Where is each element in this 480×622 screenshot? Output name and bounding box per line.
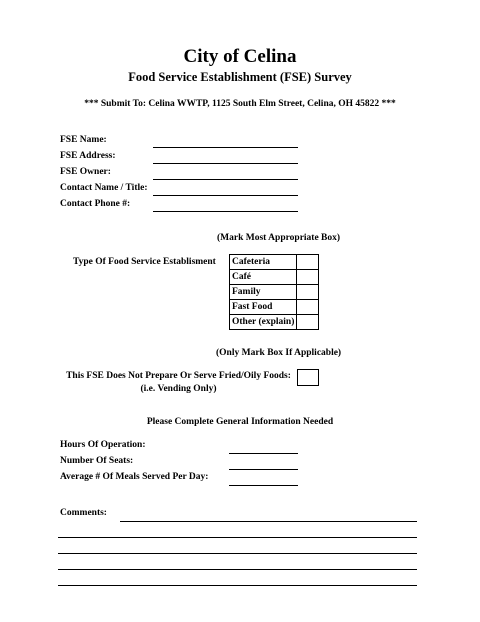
type-label: Type Of Food Service Establisment xyxy=(73,257,216,267)
type-option-checkbox[interactable] xyxy=(297,270,319,285)
hours-label: Hours Of Operation: xyxy=(60,440,146,450)
type-options-table xyxy=(229,254,319,330)
fse-name-field[interactable] xyxy=(153,147,298,148)
comments-line[interactable] xyxy=(120,521,417,522)
seats-label: Number Of Seats: xyxy=(60,456,134,466)
comments-line[interactable] xyxy=(58,537,417,538)
type-instruction: (Mark Most Appropriate Box) xyxy=(217,233,341,243)
fried-question: This FSE Does Not Prepare Or Serve Fried/Oily Foods: xyxy=(66,371,291,381)
fried-instruction: (Only Mark Box If Applicable) xyxy=(216,348,342,358)
contact-name-label: Contact Name / Title: xyxy=(60,183,148,193)
fse-name-label: FSE Name: xyxy=(60,135,107,145)
type-option-checkbox[interactable] xyxy=(297,315,319,330)
general-heading: Please Complete General Information Needed xyxy=(146,417,334,427)
contact-name-field[interactable] xyxy=(153,195,298,196)
comments-line[interactable] xyxy=(58,585,417,586)
fried-note: (i.e. Vending Only) xyxy=(140,384,217,394)
type-option-checkbox[interactable] xyxy=(297,255,319,270)
fse-address-label: FSE Address: xyxy=(60,151,116,161)
type-option-row xyxy=(230,255,319,270)
hours-field[interactable] xyxy=(229,453,298,454)
seats-field[interactable] xyxy=(229,469,298,470)
type-option-label: Cafeteria xyxy=(230,255,297,270)
meals-label: Average # Of Meals Served Per Day: xyxy=(60,472,209,482)
fse-owner-label: FSE Owner: xyxy=(60,167,111,177)
type-option-row xyxy=(230,300,319,315)
type-option-row xyxy=(230,270,319,285)
contact-phone-label: Contact Phone #: xyxy=(60,199,131,209)
comments-line[interactable] xyxy=(58,569,417,570)
type-option-label: Café xyxy=(230,270,297,285)
comments-line[interactable] xyxy=(58,553,417,554)
fried-checkbox[interactable] xyxy=(297,369,319,386)
type-option-label: Other (explain) xyxy=(230,315,297,330)
submit-address: *** Submit To: Celina WWTP, 1125 South Elm Street, Celina, OH 45822 *** xyxy=(84,99,396,109)
type-option-label: Fast Food xyxy=(230,300,297,315)
fse-address-field[interactable] xyxy=(153,163,298,164)
type-option-checkbox[interactable] xyxy=(297,300,319,315)
contact-phone-field[interactable] xyxy=(153,211,298,212)
form-subtitle: Food Service Establishment (FSE) Survey xyxy=(128,70,352,84)
type-option-checkbox[interactable] xyxy=(297,285,319,300)
type-option-label: Family xyxy=(230,285,297,300)
fse-owner-field[interactable] xyxy=(153,179,298,180)
type-option-row xyxy=(230,285,319,300)
comments-label: Comments: xyxy=(60,508,107,518)
meals-field[interactable] xyxy=(229,485,298,486)
form-title: City of Celina xyxy=(183,46,297,67)
type-option-row xyxy=(230,315,319,330)
